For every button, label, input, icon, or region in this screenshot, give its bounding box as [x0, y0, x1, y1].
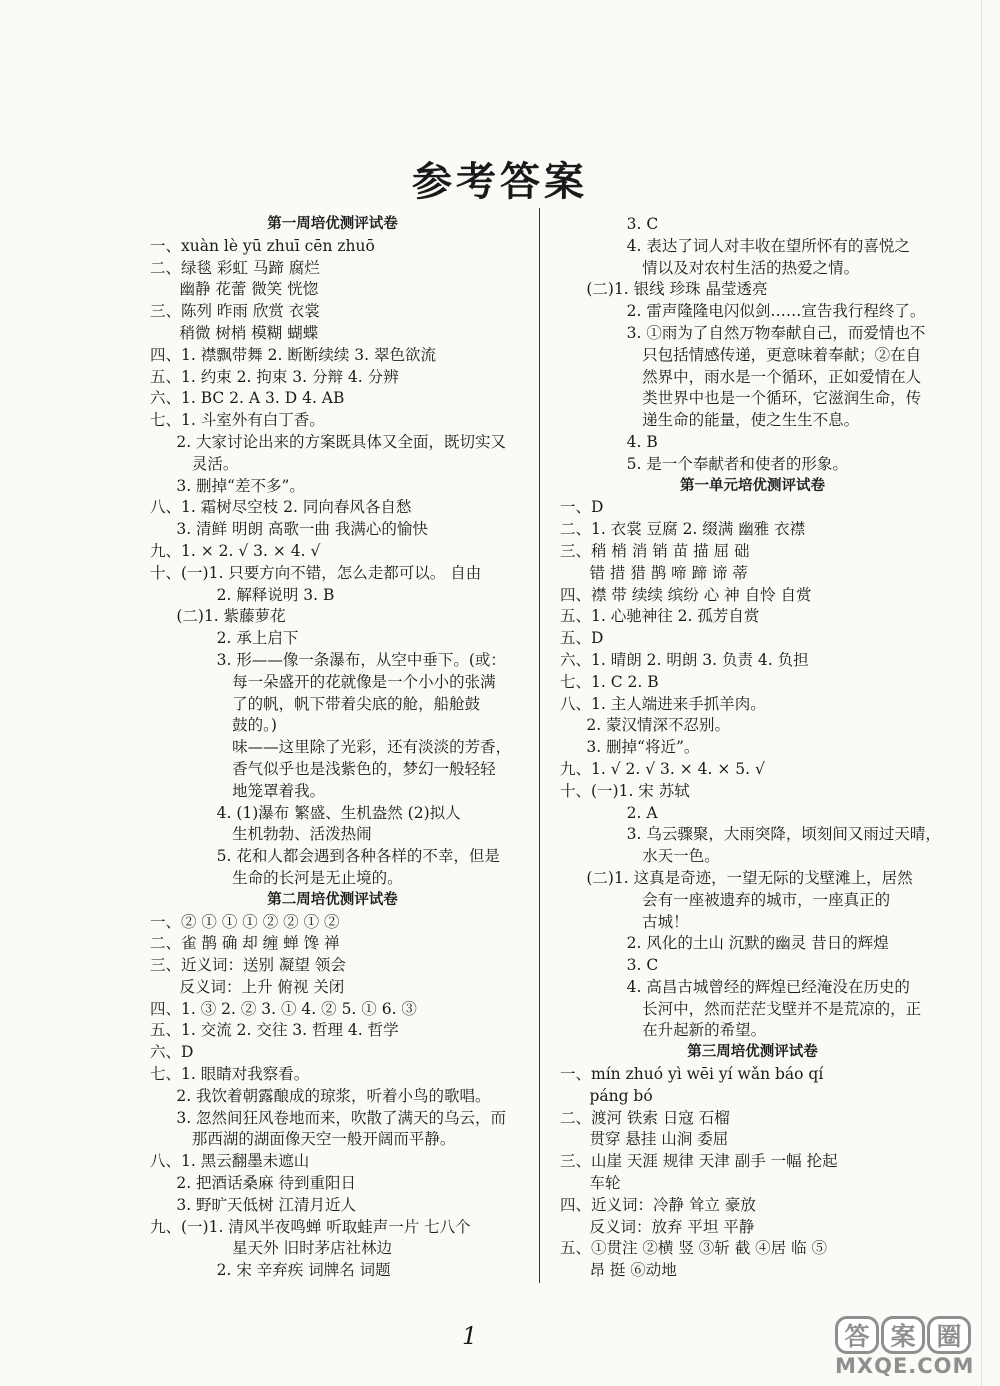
answer-line: 五、1. 交流 2. 交往 3. 哲理 4. 哲学 — [150, 1021, 399, 1040]
answer-line: 3. C — [626, 215, 659, 233]
answer-line: 错 措 猎 鹊 啼 蹄 谛 蒂 — [589, 563, 748, 582]
answer-line: 地笼罩着我。 — [232, 781, 326, 800]
answer-line: 情以及对农村生活的热爱之情。 — [642, 258, 860, 277]
answer-line: 每一朵盛开的花就像是一个小小的张满 — [232, 672, 496, 691]
watermark-char: 答 — [835, 1316, 879, 1354]
answer-line: 昂 挺 ⑥动地 — [589, 1261, 677, 1280]
answer-line: 四、近义词：冷静 耸立 豪放 — [560, 1195, 756, 1214]
answer-line: 二、1. 衣裳 豆腐 2. 缀满 幽雅 衣襟 — [560, 520, 806, 539]
answer-line: 生命的长河是无止境的。 — [232, 868, 403, 887]
answer-line: 七、1. C 2. B — [560, 672, 659, 691]
answer-line: 2. A — [626, 803, 658, 822]
answer-line: 只包括情感传递，更意味着奉献；②在自 — [642, 345, 922, 364]
answers-column-right — [560, 214, 945, 1282]
answer-line: 4. 高昌古城曾经的辉煌已经淹没在历史的 — [626, 977, 910, 996]
answer-line: 六、1. BC 2. A 3. D 4. AB — [150, 389, 345, 408]
answer-line: 5. 是一个奉献者和使者的形象。 — [626, 454, 848, 473]
answer-line: 2. 把酒话桑麻 待到重阳日 — [176, 1174, 356, 1193]
answer-line: 一、xuàn lè yū zhuī cēn zhuō — [150, 236, 375, 255]
answer-line: 在升起新的希望。 — [642, 1021, 767, 1040]
answer-line: 然界中，雨水是一个循环，正如爱情在人 — [642, 367, 922, 386]
answer-line: 3. C — [626, 956, 659, 975]
answer-line: 长河中，然而茫茫戈壁并不是荒凉的，正 — [642, 999, 922, 1018]
answer-line: 三、山崖 天涯 规律 天津 副手 一幅 抡起 — [560, 1152, 838, 1171]
answer-line: 车轮 — [589, 1174, 621, 1193]
answer-line: 六、D — [150, 1043, 194, 1062]
answer-line: 五、D — [560, 629, 604, 648]
answer-line: 3. 形——像一条瀑布，从空中垂下。(或： — [216, 650, 506, 669]
answer-line: 3. 野旷天低树 江清月近人 — [176, 1195, 356, 1214]
answer-line: 二、雀 鹊 确 却 缠 蝉 馋 禅 — [150, 934, 340, 953]
answer-line: páng bó — [589, 1086, 653, 1105]
section-heading: 第一周培优测评试卷 — [267, 216, 398, 232]
answer-line: 五、①贯注 ②横 竖 ③斩 截 ④居 临 ⑤ — [560, 1239, 827, 1258]
answer-line: 香气似乎也是浅紫色的，梦幻一般轻轻 — [232, 759, 496, 778]
page-number: 1 — [462, 1322, 478, 1350]
answer-line: 水天一色。 — [642, 847, 720, 866]
answer-line: 2. 蒙汉情深不忍别。 — [586, 716, 731, 735]
answer-line: 三、陈列 昨雨 欣赏 衣裳 — [150, 302, 320, 321]
answer-line: 七、1. 眼睛对我察看。 — [150, 1065, 310, 1084]
answer-line: (二)1. 紫藤萝花 — [176, 607, 286, 626]
answer-line: 四、襟 带 续续 缤纷 心 神 自怜 自赏 — [560, 585, 812, 604]
answer-line: 四、1. 襟飘带舞 2. 断断续续 3. 翠色欲流 — [150, 345, 437, 364]
answer-line: 八、1. 霜树尽空枝 2. 同向春风各自愁 — [150, 498, 412, 517]
watermark-char: 案 — [881, 1316, 925, 1354]
answer-line: 3. 忽然间狂风卷地而来，吹散了满天的乌云，而 — [176, 1108, 507, 1127]
answer-line: 2. 雷声隆隆电闪似剑……宣告我行程终了。 — [626, 302, 926, 321]
answer-line: 3. 乌云骤聚，大雨突降，顷刻间又雨过天晴， — [626, 825, 941, 844]
answer-line: 5. 花和人都会遇到各种各样的不幸，但是 — [216, 847, 500, 866]
answer-line: 四、1. ③ 2. ② 3. ① 4. ② 5. ① 6. ③ — [150, 999, 417, 1018]
answer-line: 五、1. 约束 2. 拘束 3. 分辩 4. 分辨 — [150, 367, 399, 386]
answer-line: 二、绿毯 彩虹 马蹄 腐烂 — [150, 258, 320, 277]
watermark-char: 圈 — [927, 1316, 971, 1354]
watermark-logo — [835, 1316, 980, 1381]
answers-column-left — [150, 214, 515, 1282]
answer-line: 稍微 树梢 模糊 蝴蝶 — [179, 323, 319, 342]
answer-line: 幽静 花蕾 微笑 恍惚 — [179, 280, 319, 299]
answer-line: 八、1. 主人端进来手抓羊肉。 — [560, 694, 766, 713]
answer-line: 一、D — [560, 498, 604, 517]
answer-line: 生机勃勃、活泼热闹 — [232, 825, 372, 844]
answer-line: 3. 删掉“将近”。 — [586, 738, 700, 757]
answer-line: 古城！ — [642, 912, 689, 931]
answer-line: 九、(一)1. 清风半夜鸣蝉 听取蛙声一片 七八个 — [150, 1217, 471, 1236]
answer-line: 2. 宋 辛弃疾 词牌名 词题 — [216, 1261, 391, 1280]
section-heading: 第三周培优测评试卷 — [687, 1044, 818, 1061]
answer-line: 类世界中也是一个循环，它滋润生命，传 — [642, 389, 922, 408]
answer-line: 贯穿 悬挂 山涧 委屈 — [589, 1130, 729, 1149]
answer-line: 2. 大家讨论出来的方案既具体又全面，既切实又 — [176, 432, 507, 451]
answer-line: 4. B — [626, 432, 658, 451]
answer-line: 味——这里除了光彩，还有淡淡的芳香， — [232, 738, 512, 757]
answer-line: 3. 删掉“差不多”。 — [176, 476, 305, 495]
answer-line: 一、mín zhuó yì wēi yí wǎn báo qí — [560, 1065, 824, 1084]
page-title: 参考答案 — [412, 158, 588, 205]
answer-line: 七、1. 斗室外有白丁香。 — [150, 411, 325, 430]
answer-line: 六、1. 晴朗 2. 明朗 3. 负责 4. 负担 — [560, 650, 809, 669]
answer-line: 2. 解释说明 3. B — [216, 585, 335, 604]
answer-line: 4. 表达了词人对丰收在望所怀有的喜悦之 — [626, 236, 910, 255]
page-edge — [981, 0, 982, 1386]
answer-line: 那西湖的湖面像天空一般开阔而平静。 — [191, 1130, 456, 1149]
section-heading: 第二周培优测评试卷 — [267, 891, 398, 908]
answer-line: 十、(一)1. 只要方向不错，怎么走都可以。 自由 — [150, 563, 482, 582]
answer-line: 3. 清鲜 明朗 高歌一曲 我满心的愉快 — [176, 520, 428, 539]
answer-line: 4. (1)瀑布 繁盛、生机盎然 (2)拟人 — [216, 803, 461, 822]
answer-line: 会有一座被遗弃的城市，一座真正的 — [642, 890, 891, 909]
answer-line: 一、② ① ① ① ② ② ① ② — [150, 912, 340, 931]
answer-line: 2. 风化的土山 沉默的幽灵 昔日的辉煌 — [626, 934, 889, 953]
answer-line: 鼓的。) — [232, 716, 277, 735]
answer-line: 了的帆，帆下带着尖底的舱，船舱鼓 — [232, 694, 481, 713]
answer-line: 递生命的能量，使之生生不息。 — [642, 411, 860, 430]
answer-line: 反义词：放弃 平坦 平静 — [589, 1217, 755, 1236]
answer-line: 九、1. × 2. √ 3. × 4. √ — [150, 541, 321, 560]
answer-line: 3. ①雨为了自然万物奉献自己，而爱情也不 — [626, 323, 926, 342]
answer-line: 十、(一)1. 宋 苏轼 — [560, 781, 690, 800]
answer-line: (二)1. 银线 珍珠 晶莹透亮 — [586, 280, 768, 299]
answer-line: 九、1. √ 2. √ 3. × 4. × 5. √ — [560, 759, 765, 778]
answer-line: 三、近义词：送别 凝望 领会 — [150, 956, 346, 975]
answer-line: 五、1. 心驰神往 2. 孤芳自赏 — [560, 607, 760, 626]
answer-line: 二、渡河 铁索 日寇 石榴 — [560, 1108, 730, 1127]
answer-line: 八、1. 黑云翻墨未遮山 — [150, 1152, 310, 1171]
section-heading: 第一单元培优测评试卷 — [680, 477, 825, 494]
answer-line: 灵活。 — [191, 454, 239, 473]
answer-line: 星天外 旧时茅店社林边 — [232, 1239, 393, 1258]
answer-line: 反义词：上升 俯视 关闭 — [179, 977, 345, 996]
answer-line: (二)1. 这真是奇迹，一望无际的戈壁滩上，居然 — [586, 868, 913, 887]
answer-line: 三、稍 梢 消 销 苗 描 屈 础 — [560, 541, 750, 560]
watermark-url: MXQE.COM — [835, 1354, 975, 1378]
column-divider — [539, 208, 540, 1283]
answer-line: 2. 承上启下 — [216, 629, 299, 648]
answer-line: 2. 我饮着朝露酿成的琼浆，听着小鸟的歌唱。 — [176, 1086, 491, 1105]
